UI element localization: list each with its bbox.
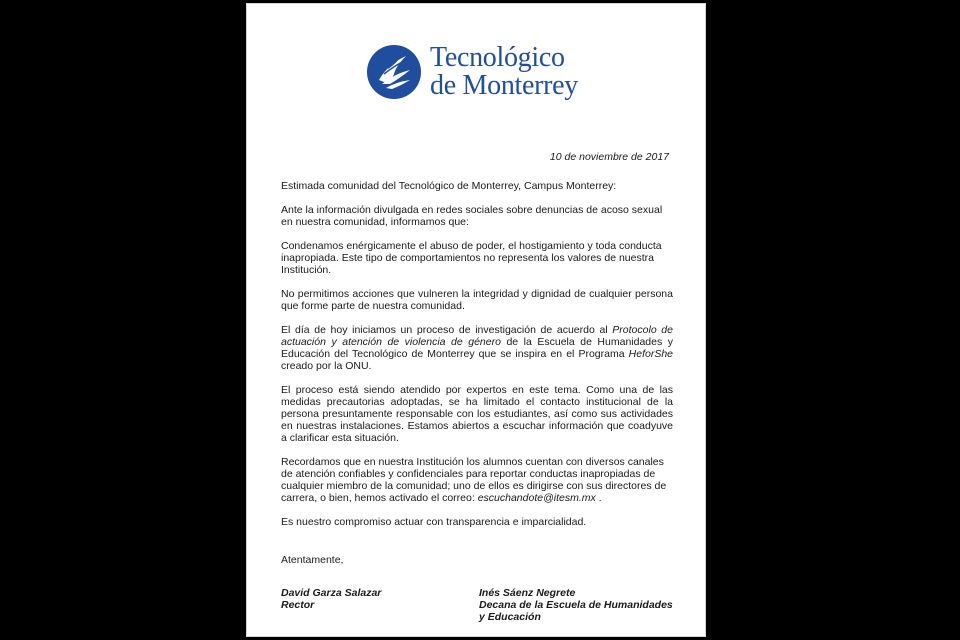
p4-text-e: creado por la ONU. bbox=[281, 360, 372, 372]
p4-text-a: El día de hoy iniciamos un proceso de investigación de acuerdo al bbox=[281, 324, 613, 336]
contact-email[interactable]: escuchandote@itesm.mx bbox=[477, 492, 596, 504]
institution-logo bbox=[366, 44, 578, 100]
p4-text-c: de la Escuela de Humanidades y Educación del Tecnológico de Monterrey que se inspira en el Programa bbox=[281, 336, 673, 360]
closing: Atentamente, bbox=[281, 554, 344, 566]
logo-line-2: de Monterrey bbox=[430, 70, 579, 101]
protocol-title: Protocolo de actuación y atención de violencia de género bbox=[281, 324, 673, 348]
signer-2-name: Inés Sáenz Negrete bbox=[479, 587, 576, 599]
signer-2-role-line-2: y Educación bbox=[479, 611, 541, 623]
heforshe-program: HeforShe bbox=[628, 348, 673, 360]
paragraph-6 bbox=[281, 456, 673, 504]
paragraph-7: Es nuestro compromiso actuar con transparencia e imparcialidad. bbox=[281, 516, 587, 528]
letter-date: 10 de noviembre de 2017 bbox=[549, 151, 669, 163]
torch-emblem-icon bbox=[366, 44, 422, 100]
signature-block-rector bbox=[281, 587, 381, 611]
paragraph-1: Ante la información divulgada en redes sociales sobre denuncias de acoso sexual en nuestra comunidad, informamos que: bbox=[281, 204, 663, 228]
paragraph-2: Condenamos enérgicamente el abuso de poder, el hostigamiento y toda conducta inapropiada. Este tipo de comportamientos no representa los valores de nuestra Institución. bbox=[281, 240, 662, 276]
salutation: Estimada comunidad del Tecnológico de Monterrey, Campus Monterrey: bbox=[281, 180, 617, 192]
letter-page bbox=[246, 3, 706, 637]
signature-block-dean bbox=[479, 587, 673, 623]
p6-text-a: Recordamos que en nuestra Institución los alumnos cuentan con diversos canales de atención confiables y confidenciales para reportar conductas inapropiadas de cualquier miembro de la comunidad; uno de ellos es dirigirse con sus directores de carrera, o bien, hemos activado el correo: bbox=[281, 456, 667, 504]
signer-1-name: David Garza Salazar bbox=[281, 587, 382, 599]
logo-line-1: Tecnológico bbox=[430, 42, 565, 73]
letter-body bbox=[281, 180, 673, 540]
p6-text-c: . bbox=[595, 492, 602, 504]
paragraph-4 bbox=[281, 324, 673, 372]
signer-1-role: Rector bbox=[281, 599, 315, 611]
logo-wordmark bbox=[430, 44, 578, 100]
signer-2-role-line-1: Decana de la Escuela de Humanidades bbox=[479, 599, 673, 611]
paragraph-5: El proceso está siendo atendido por expertos en este tema. Como una de las medidas precautorias adoptadas, se ha limitado el contacto institucional de la persona presuntamente responsable con los estudiantes, así como sus actividades en nuestras instalaciones. Estamos abiertos a escuchar información que coadyuve a clarificar esta situación. bbox=[281, 384, 673, 444]
paragraph-3: No permitimos acciones que vulneren la integridad y dignidad de cualquier persona que forme parte de nuestra comunidad. bbox=[281, 288, 673, 312]
